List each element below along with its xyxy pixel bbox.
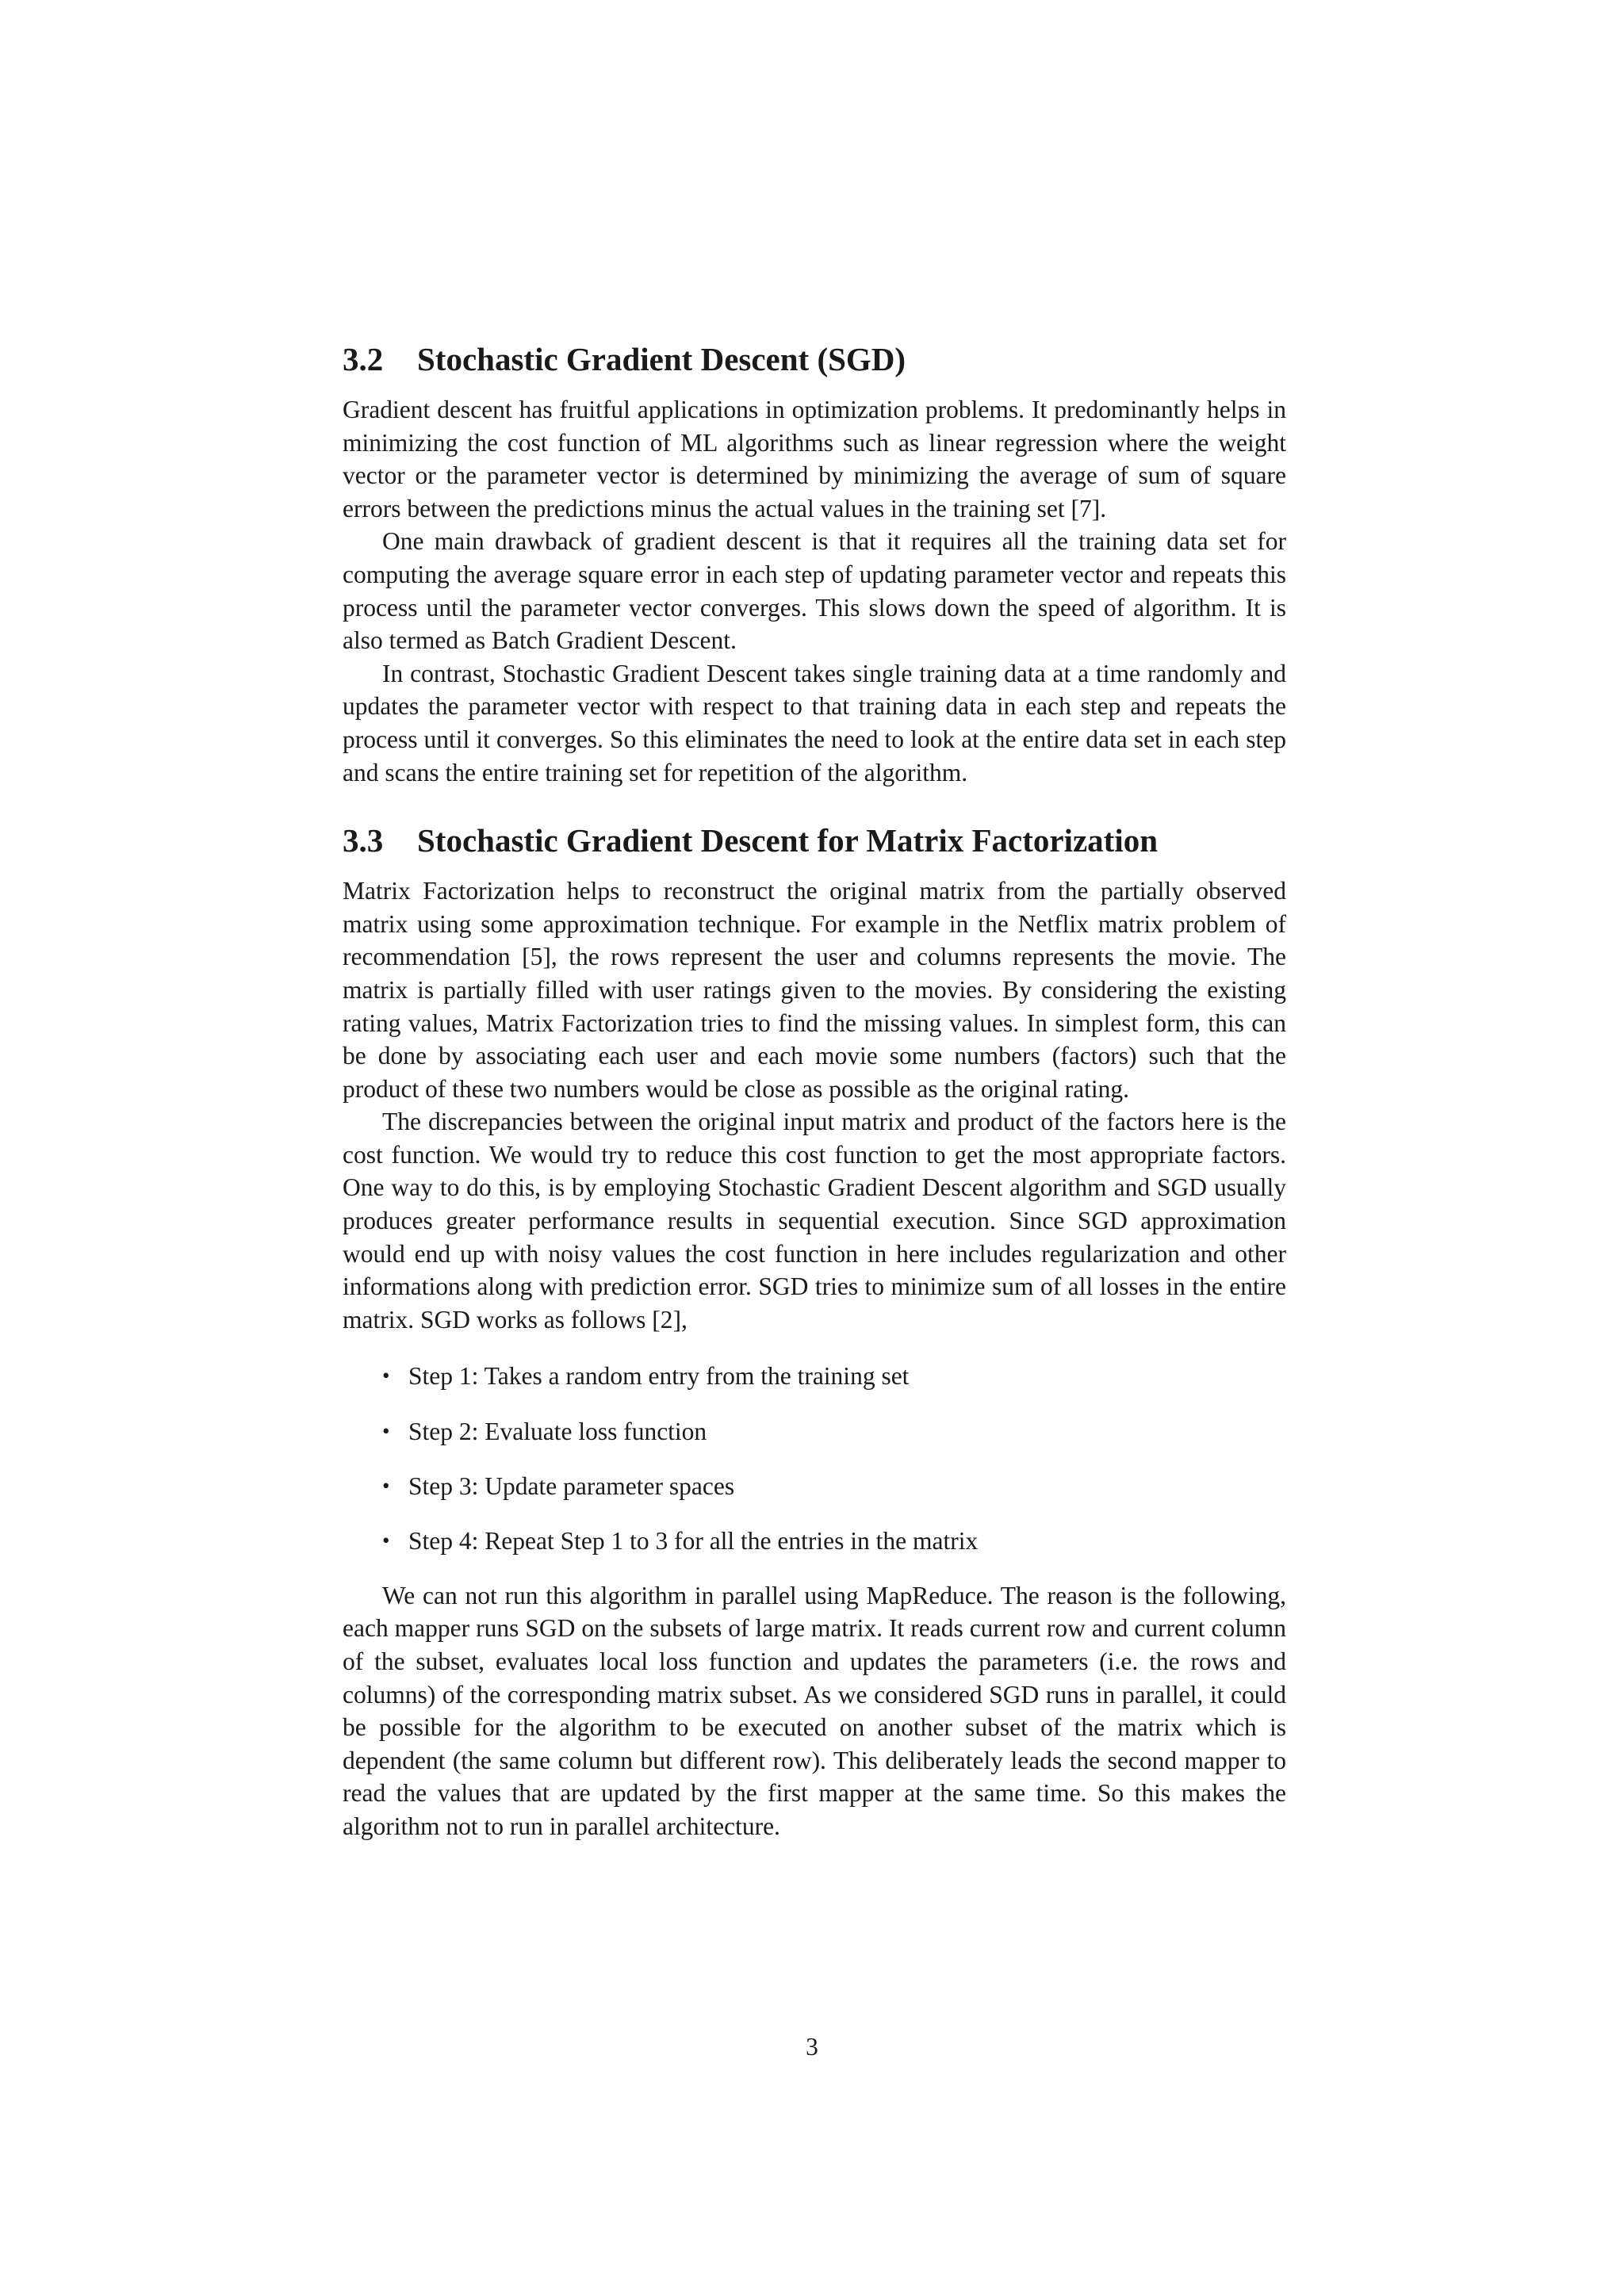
bullet-icon: • [382,1364,390,1388]
list-item-text: Step 1: Takes a random entry from the training set [408,1362,910,1391]
paragraph: The discrepancies between the original input matrix and product of the factors here is the cost function. We would try to reduce this cost function to get the most appropriate factors. One way to do this, is by employing Stochastic Gradient Descent algorithm and SGD usually produces greater performance results in sequential execution. Since SGD approximation would end up with noisy values the cost function in here includes regularization and other informations along with prediction error. SGD tries to minimize sum of all losses in the entire matrix. SGD works as follows [2], [343,1108,1286,1334]
bullet-icon: • [382,1473,390,1498]
list-item-text: Step 2: Evaluate loss function [408,1417,707,1445]
section-number: 3.2 [343,341,384,377]
bullet-icon: • [382,1528,390,1552]
section-heading [343,821,1286,860]
sgd-steps-list [343,1360,1286,1557]
bullet-icon: • [382,1418,390,1443]
list-item [382,1470,1286,1503]
page-number: 3 [806,2033,818,2061]
paragraph: Gradient descent has fruitful applications in optimization problems. It predominantly helps in minimizing the cost function of ML algorithms such as linear regression where the weight vector or the parameter vector is determined by minimizing the average of sum of square errors between the predictions minus the actual values in the training set [7]. [343,396,1286,522]
section-number: 3.3 [343,822,384,859]
section-3-2 [343,339,1286,789]
paragraph: Matrix Factorization helps to reconstruct the original matrix from the partially observed matrix using some approximation technique. For example in the Netflix matrix problem of recommendation [5], the rows represent the user and columns represents the movie. The matrix is partially filled with user ratings given to the movies. By considering the existing rating values, Matrix Factorization tries to find the missing values. In simplest form, this can be done by associating each user and each movie some numbers (factors) such that the product of these two numbers would be close as possible as the original rating. [343,877,1286,1103]
paragraph: We can not run this algorithm in parallel using MapReduce. The reason is the following, each mapper runs SGD on the subsets of large matrix. It reads current row and current column of the subset, evaluates local loss function and updates the parameters (i.e. the rows and columns) of the corresponding matrix subset. As we considered SGD runs in parallel, it could be possible for the algorithm to be executed on another subset of the matrix which is dependent (the same column but different row). This deliberately leads the second mapper to read the values that are updated by the first mapper at the same time. So this makes the algorithm not to run in parallel architecture. [343,1581,1286,1840]
list-item [382,1360,1286,1393]
section-title: Stochastic Gradient Descent for Matrix Factorization [417,822,1159,859]
section-title: Stochastic Gradient Descent (SGD) [417,341,906,377]
paragraph: In contrast, Stochastic Gradient Descent takes single training data at a time randomly and updates the parameter vector with respect to that training data in each step and repeats the process until it converges. So this eliminates the need to look at the entire data set in each step and scans the entire training set for repetition of the algorithm. [343,659,1286,786]
section-heading [343,339,1286,379]
list-item [382,1525,1286,1558]
page-body [343,339,1286,1843]
section-3-3 [343,821,1286,1843]
list-item [382,1415,1286,1448]
paragraph: One main drawback of gradient descent is that it requires all the training data set for computing the average square error in each step of updating parameter vector and repeats this process until the parameter vector converges. This slows down the speed of algorithm. It is also termed as Batch Gradient Descent. [343,527,1286,655]
list-item-text: Step 4: Repeat Step 1 to 3 for all the entries in the matrix [408,1526,979,1555]
list-item-text: Step 3: Update parameter spaces [408,1471,735,1500]
